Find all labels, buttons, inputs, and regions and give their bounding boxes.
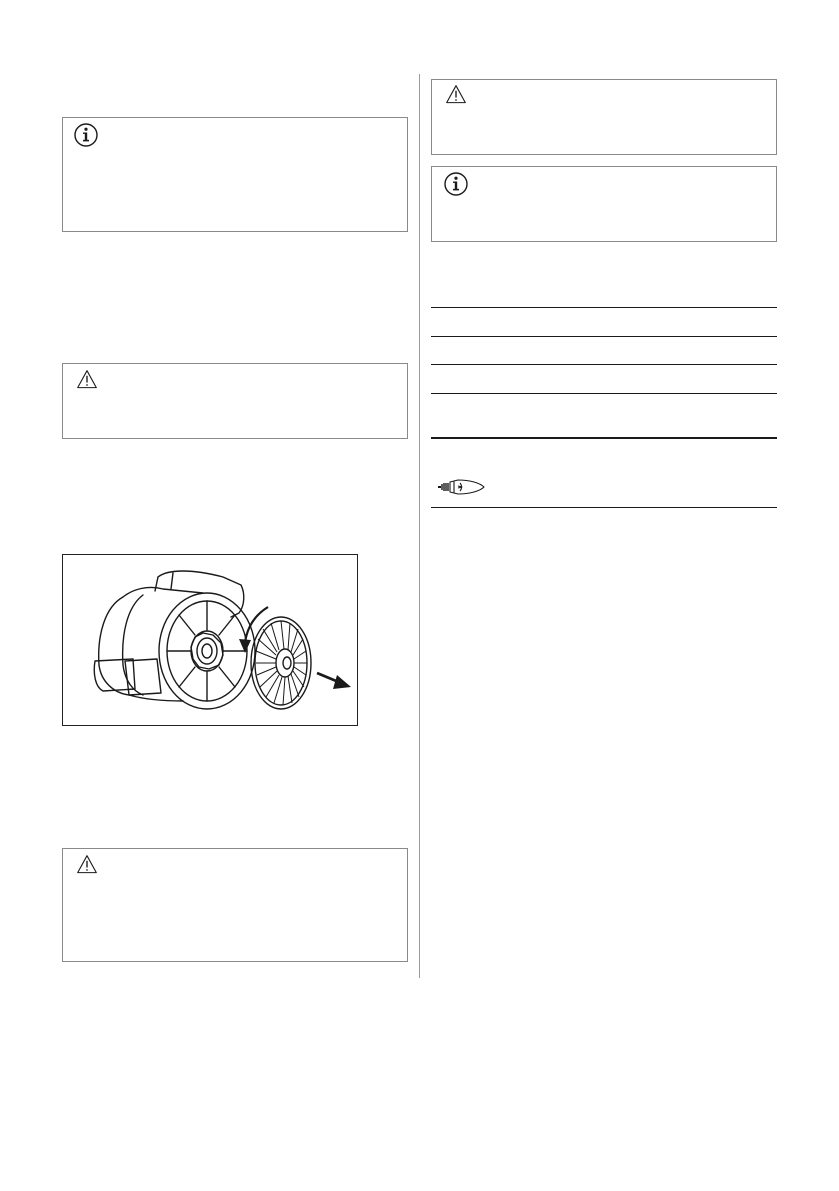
warning-icon xyxy=(75,369,99,391)
column-divider xyxy=(419,74,420,978)
table-row-divider xyxy=(431,364,777,365)
warning-notice-box xyxy=(62,848,408,962)
table-row-divider xyxy=(431,336,777,337)
table-row-divider xyxy=(431,393,777,394)
warning-notice-box xyxy=(431,79,777,155)
candle-bulb-icon xyxy=(436,477,486,497)
table-bottom-divider xyxy=(431,507,777,508)
info-notice-box xyxy=(62,117,408,232)
fan-filter-removal-icon xyxy=(63,555,359,727)
table-header-divider xyxy=(431,437,777,439)
warning-icon xyxy=(75,854,99,876)
warning-icon xyxy=(444,84,468,106)
info-icon xyxy=(73,122,99,148)
info-icon xyxy=(443,171,469,197)
table-row-divider xyxy=(431,307,777,308)
warning-notice-box xyxy=(62,363,408,439)
info-notice-box xyxy=(431,166,777,242)
filter-removal-figure xyxy=(62,554,358,726)
